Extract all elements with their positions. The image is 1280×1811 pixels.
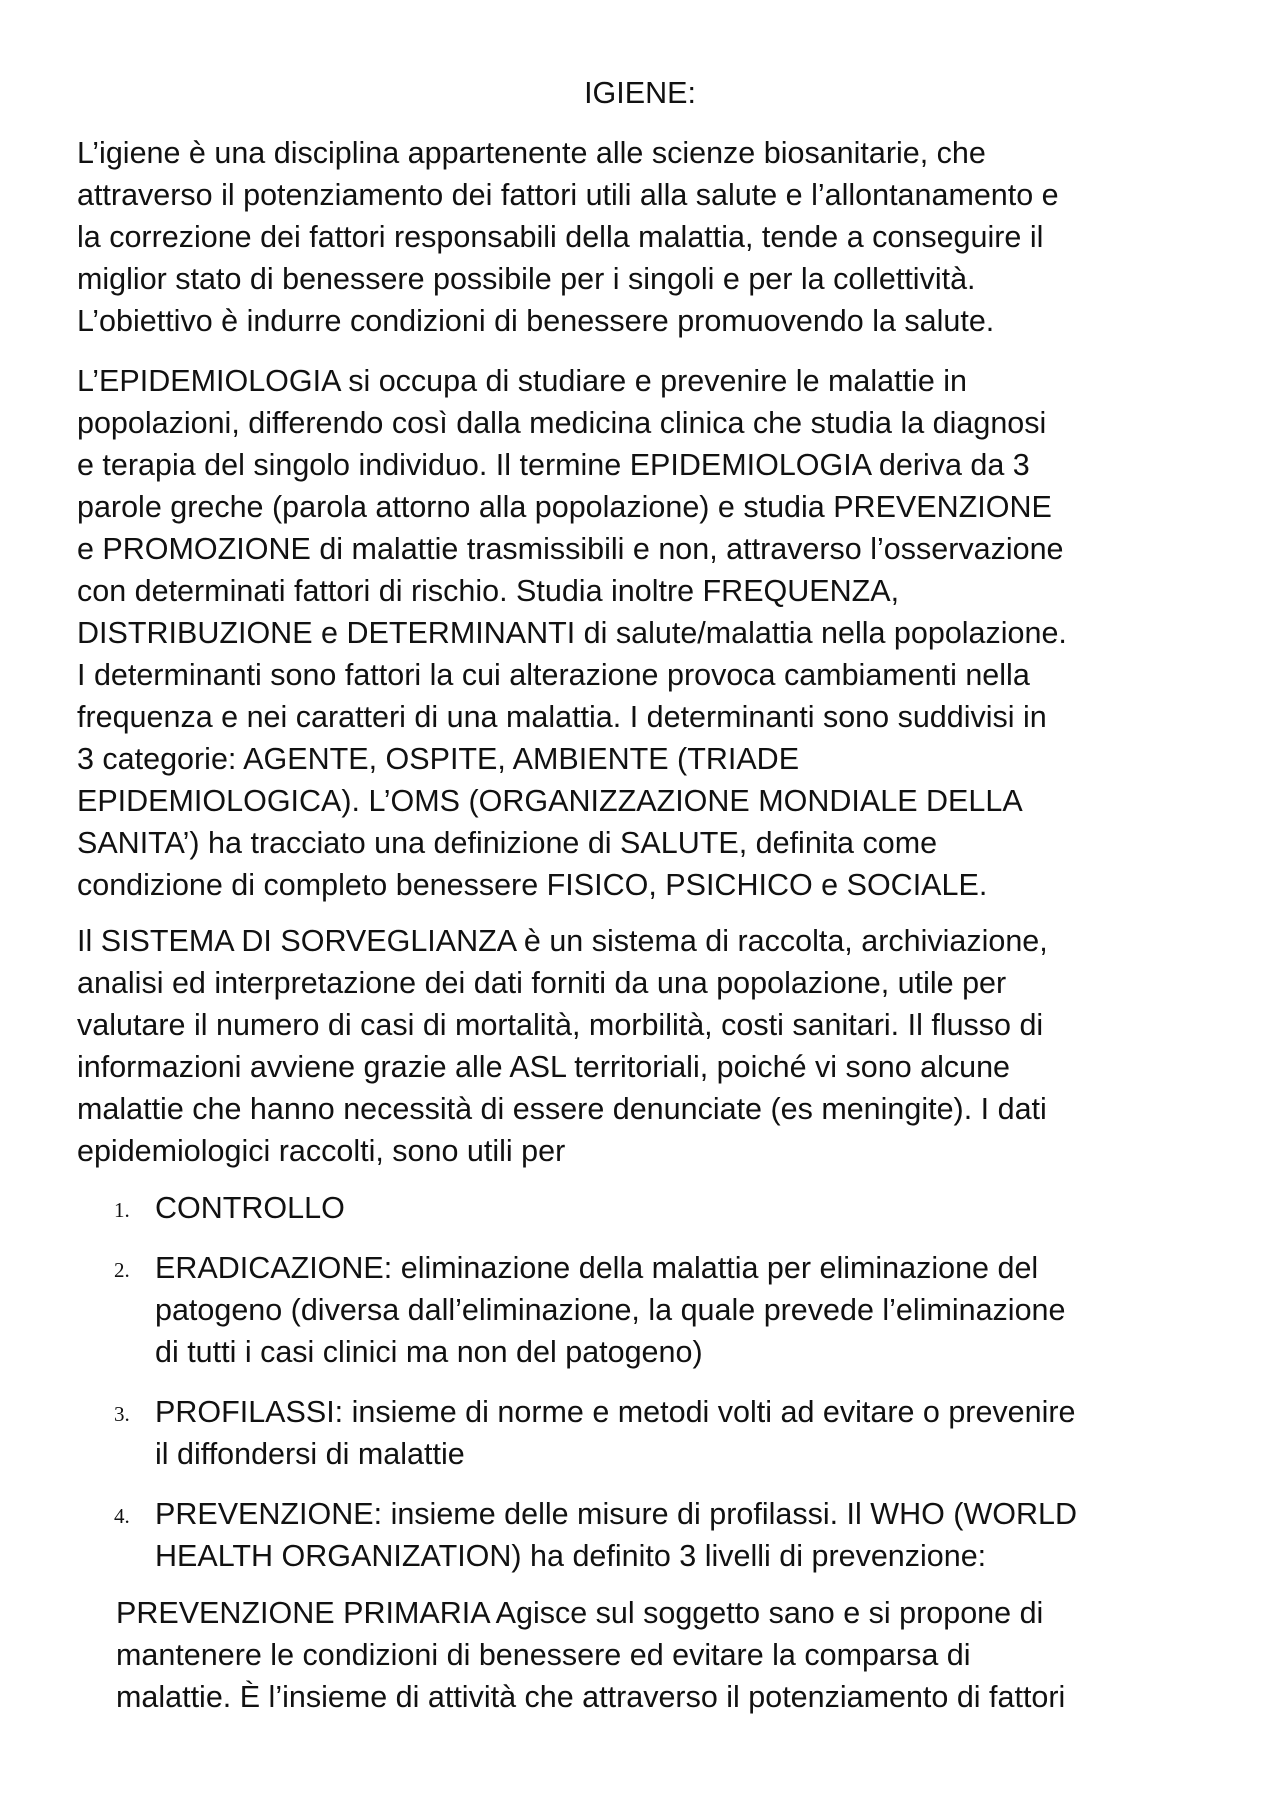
- paragraph-line: la correzione dei fattori responsabili della malattia, tende a conseguire il: [77, 220, 1044, 254]
- paragraph-line: malattie che hanno necessità di essere denunciate (es meningite). I dati: [77, 1092, 1047, 1126]
- paragraph-line: L’EPIDEMIOLOGIA si occupa di studiare e prevenire le malattie in: [77, 364, 968, 398]
- paragraph-line: mantenere le condizioni di benessere ed evitare la comparsa di: [116, 1638, 971, 1672]
- list-item-text: [155, 1187, 345, 1229]
- paragraph-line: EPIDEMIOLOGICA). L’OMS (ORGANIZZAZIONE MONDIALE DELLA: [77, 784, 1023, 818]
- paragraph-line: Il SISTEMA DI SORVEGLIANZA è un sistema di raccolta, archiviazione,: [77, 924, 1048, 958]
- list-item-text: [155, 1391, 1076, 1475]
- paragraph-line: L’obiettivo è indurre condizioni di benessere promuovendo la salute.: [77, 304, 995, 338]
- paragraph-line: valutare il numero di casi di mortalità, morbilità, costi sanitari. Il flusso di: [77, 1008, 1044, 1042]
- paragraph-line: parole greche (parola attorno alla popolazione) e studia PREVENZIONE: [77, 490, 1052, 524]
- paragraph-epidemiologia: [77, 360, 1217, 906]
- list-item-line: PREVENZIONE: insieme delle misure di profilassi. Il WHO (WORLD: [155, 1497, 1077, 1531]
- paragraph-line: con determinati fattori di rischio. Studia inoltre FREQUENZA,: [77, 574, 900, 608]
- paragraph-line: e PROMOZIONE di malattie trasmissibili e non, attraverso l’osservazione: [77, 532, 1064, 566]
- list-item-number: 3.: [114, 1402, 130, 1426]
- page-title: IGIENE:: [584, 76, 696, 110]
- paragraph-line: frequenza e nei caratteri di una malattia. I determinanti sono suddivisi in: [77, 700, 1047, 734]
- paragraph-line: miglior stato di benessere possibile per i singoli e per la collettività.: [77, 262, 976, 296]
- paragraph-line: I determinanti sono fattori la cui alterazione provoca cambiamenti nella: [77, 658, 1030, 692]
- paragraph-line: DISTRIBUZIONE e DETERMINANTI di salute/malattia nella popolazione.: [77, 616, 1067, 650]
- paragraph-line: malattie. È l’insieme di attività che attraverso il potenziamento di fattori: [116, 1680, 1066, 1714]
- list-item-line: HEALTH ORGANIZATION) ha definito 3 livelli di prevenzione:: [155, 1539, 987, 1573]
- paragraph-prevenzione-primaria: [116, 1592, 1236, 1718]
- list-item-text: [155, 1247, 1065, 1373]
- paragraph-line: popolazioni, differendo così dalla medicina clinica che studia la diagnosi: [77, 406, 1047, 440]
- paragraph-igiene: [77, 132, 1217, 342]
- paragraph-sorveglianza: [77, 920, 1217, 1172]
- paragraph-line: analisi ed interpretazione dei dati forniti da una popolazione, utile per: [77, 966, 1007, 1000]
- list-item-line: patogeno (diversa dall’eliminazione, la quale prevede l’eliminazione: [155, 1293, 1066, 1327]
- paragraph-line: e terapia del singolo individuo. Il termine EPIDEMIOLOGIA deriva da 3: [77, 448, 1030, 482]
- paragraph-line: 3 categorie: AGENTE, OSPITE, AMBIENTE (TRIADE: [77, 742, 800, 776]
- paragraph-line: PREVENZIONE PRIMARIA Agisce sul soggetto sano e si propone di: [116, 1596, 1044, 1630]
- list-item-text: [155, 1493, 1077, 1577]
- list-item-number: 2.: [114, 1258, 130, 1282]
- paragraph-line: attraverso il potenziamento dei fattori utili alla salute e l’allontanamento e: [77, 178, 1059, 212]
- list-item-line: di tutti i casi clinici ma non del patogeno): [155, 1335, 703, 1369]
- list-item-number: 1.: [114, 1198, 130, 1222]
- list-item-number: 4.: [114, 1504, 130, 1528]
- paragraph-line: SANITA’) ha tracciato una definizione di SALUTE, definita come: [77, 826, 938, 860]
- paragraph-line: epidemiologici raccolti, sono utili per: [77, 1134, 566, 1168]
- paragraph-line: informazioni avviene grazie alle ASL territoriali, poiché vi sono alcune: [77, 1050, 1011, 1084]
- list-item-line: PROFILASSI: insieme di norme e metodi volti ad evitare o prevenire: [155, 1395, 1076, 1429]
- paragraph-line: L’igiene è una disciplina appartenente alle scienze biosanitarie, che: [77, 136, 986, 170]
- list-item-line: il diffondersi di malattie: [155, 1437, 465, 1471]
- list-item-line: CONTROLLO: [155, 1191, 345, 1225]
- list-item-line: ERADICAZIONE: eliminazione della malattia per eliminazione del: [155, 1251, 1039, 1285]
- paragraph-line: condizione di completo benessere FISICO, PSICHICO e SOCIALE.: [77, 868, 988, 902]
